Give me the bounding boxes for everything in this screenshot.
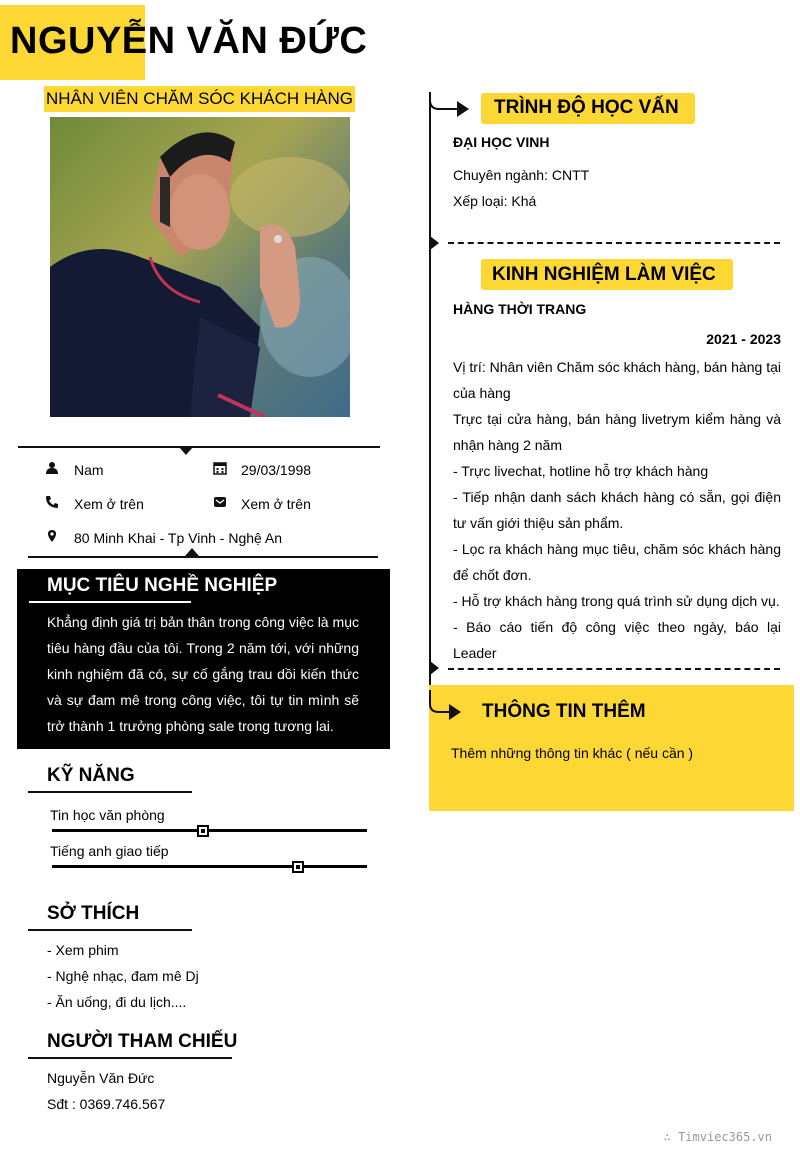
- reference-name: Nguyễn Văn Đức: [47, 1070, 155, 1086]
- dashed-divider: [448, 242, 780, 244]
- objective-underline: [29, 601, 191, 603]
- triangle-up-icon: [185, 548, 199, 556]
- references-underline: [28, 1057, 232, 1059]
- timeline-marker-icon: [430, 661, 439, 675]
- hobbies-heading: SỞ THÍCH: [47, 903, 140, 924]
- candidate-name: NGUYỄN VĂN ĐỨC: [10, 20, 368, 62]
- location-icon: [45, 529, 61, 545]
- sparkle-icon: ∴: [663, 1130, 679, 1144]
- skill-level-knob[interactable]: [197, 825, 209, 837]
- calendar-icon: [213, 461, 229, 477]
- skill-track: [52, 829, 367, 832]
- education-details: [453, 162, 589, 214]
- education-major: Chuyên ngành: CNTT: [453, 167, 590, 183]
- person-icon: [45, 461, 61, 477]
- extra-text: Thêm những thông tin khác ( nếu cần ): [451, 745, 694, 761]
- phone-value: Xem ở trên: [74, 496, 144, 512]
- arrow-right-icon: [429, 92, 473, 122]
- hobbies-underline: [28, 929, 192, 931]
- hobby-item: - Ăn uống, đi du lịch....: [47, 994, 187, 1010]
- hobby-item: - Xem phim: [47, 942, 119, 958]
- skills-underline: [28, 791, 192, 793]
- experience-line: Trực tại cửa hàng, bán hàng livetrym kiểm hàng và nhận hàng 2 năm: [453, 411, 781, 453]
- skill-level-knob[interactable]: [292, 861, 304, 873]
- phone-icon: [45, 495, 61, 511]
- objective-heading: MỤC TIÊU NGHỀ NGHIỆP: [47, 575, 278, 596]
- skill-name: Tiếng anh giao tiếp: [50, 843, 169, 859]
- watermark: [664, 1130, 772, 1144]
- experience-line: - Tiếp nhận danh sách khách hàng có sẵn, gọi điện tư vấn giới thiệu sản phẩm.: [453, 489, 781, 531]
- watermark-text: Timviec365.vn: [678, 1130, 772, 1144]
- references-block: [47, 1065, 165, 1117]
- experience-line: - Báo cáo tiến độ công việc theo ngày, báo lại Leader: [453, 619, 781, 661]
- dashed-divider: [448, 668, 780, 670]
- email-icon: [213, 495, 229, 511]
- timeline-line: [429, 92, 431, 702]
- divider-top: [18, 446, 380, 448]
- birthday-value: 29/03/1998: [241, 462, 312, 478]
- experience-line: - Lọc ra khách hàng mục tiêu, chăm sóc khách hàng để chốt đơn.: [453, 541, 781, 583]
- school-name: ĐẠI HỌC VINH: [453, 134, 550, 150]
- hobbies-list: [47, 937, 199, 1015]
- extra-heading: THÔNG TIN THÊM: [482, 701, 646, 722]
- arrow-right-icon: [429, 690, 465, 724]
- experience-line: - Trực livechat, hotline hỗ trợ khách hàng: [453, 463, 709, 479]
- experience-heading: KINH NGHIỆM LÀM VIỆC: [492, 264, 716, 285]
- experience-line: - Hỗ trợ khách hàng trong quá trình sử dụng dịch vụ.: [453, 593, 780, 609]
- experience-line: Vị trí: Nhân viên Chăm sóc khách hàng, bán hàng tại của hàng: [453, 359, 781, 401]
- references-heading: NGƯỜI THAM CHIẾU: [47, 1031, 238, 1052]
- hobby-item: - Nghệ nhạc, đam mê Dj: [47, 968, 199, 984]
- timeline-marker-icon: [430, 236, 439, 250]
- gender-value: Nam: [74, 462, 104, 478]
- education-rank: Xếp loại: Khá: [453, 193, 537, 209]
- skills-heading: KỸ NĂNG: [47, 765, 135, 786]
- reference-phone: Sđt : 0369.746.567: [47, 1096, 166, 1112]
- profile-photo: [50, 117, 350, 417]
- education-heading: TRÌNH ĐỘ HỌC VẤN: [494, 97, 679, 118]
- email-value: Xem ở trên: [241, 496, 311, 512]
- objective-section: [17, 569, 390, 749]
- divider-bottom: [28, 556, 378, 558]
- objective-text: Khẳng định giá trị bản thân trong công việc là mục tiêu hàng đầu của tôi. Trong 2 năm tới, với những kinh nghiệm đã có, sự cố gắng trau dồi kiến thức và sự đam mê trong công việc, tôi tự tin mình sẽ trở thành 1 trưởng phòng sale trong tương lai.: [47, 614, 359, 734]
- experience-details: [453, 354, 781, 666]
- address-value: 80 Minh Khai - Tp Vinh - Nghệ An: [74, 530, 283, 546]
- job-title: NHÂN VIÊN CHĂM SÓC KHÁCH HÀNG: [44, 86, 355, 112]
- triangle-down-icon: [179, 447, 193, 455]
- company-name: HÀNG THỜI TRANG: [453, 301, 587, 317]
- skill-track: [52, 865, 367, 868]
- experience-period: 2021 - 2023: [706, 331, 781, 347]
- skill-name: Tin học văn phòng: [50, 807, 165, 823]
